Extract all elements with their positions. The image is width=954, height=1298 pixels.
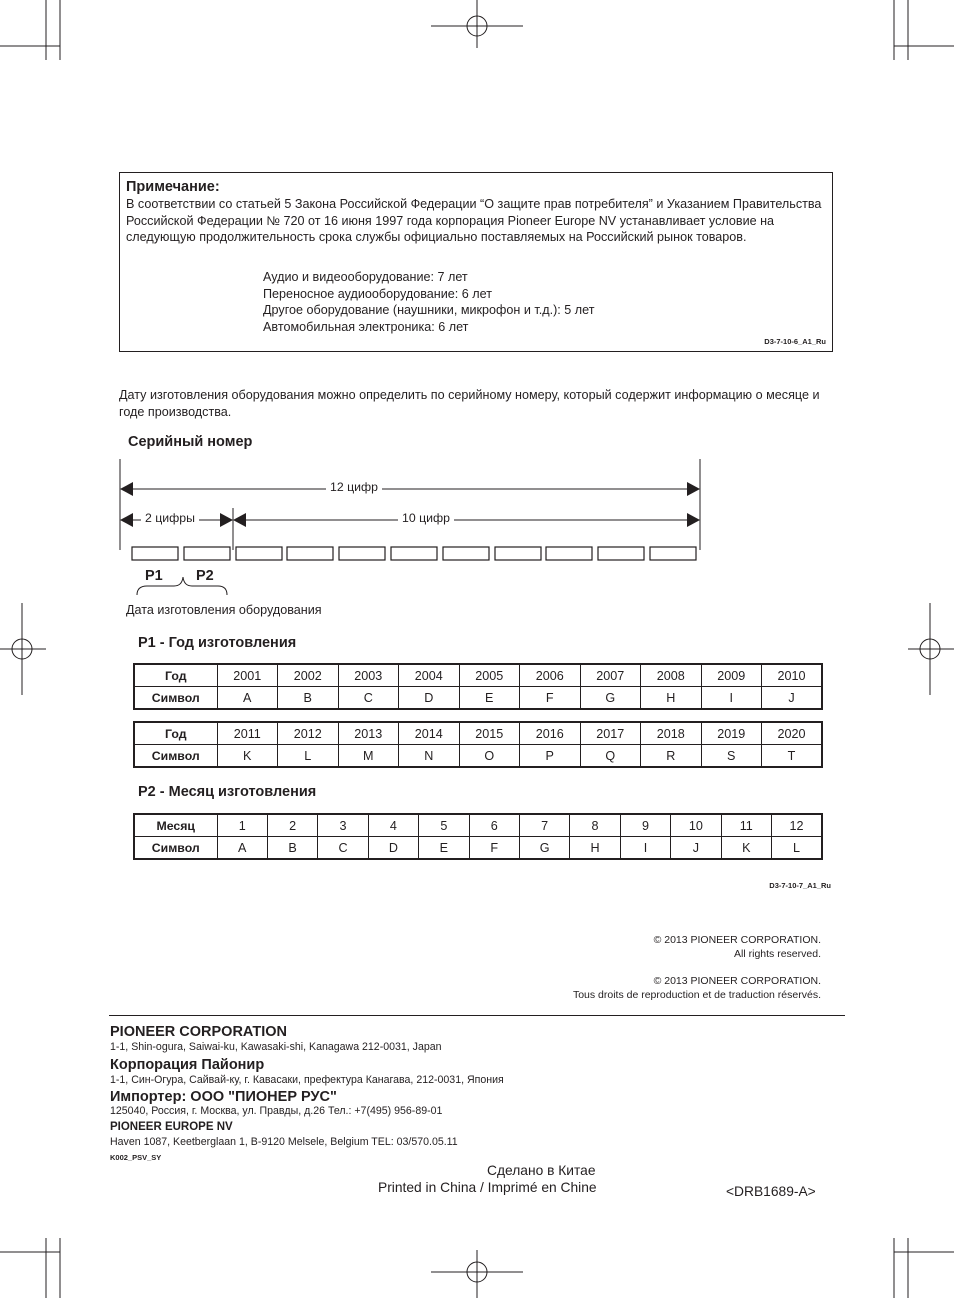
year-cell: 2006 bbox=[520, 664, 581, 687]
digit-box bbox=[391, 547, 437, 560]
company-address-ru: 1-1, Син-Огура, Сайвай-ку, г. Кавасаки, префектура Канагава, 212-0031, Япония bbox=[110, 1074, 504, 1086]
year-cell: 2008 bbox=[641, 664, 702, 687]
arrow-head-right bbox=[687, 513, 700, 527]
note-list-item: Другое оборудование (наушники, микрофон и т.д.): 5 лет bbox=[263, 303, 595, 317]
digit-box bbox=[650, 547, 696, 560]
note-list-item: Аудио и видеооборудование: 7 лет bbox=[263, 270, 468, 284]
symbol-cell: B bbox=[267, 837, 317, 860]
row-label-symbol: Символ bbox=[134, 837, 217, 860]
importer-name: Импортер: ООО "ПИОНЕР РУС" bbox=[110, 1089, 337, 1105]
serial-heading: Серийный номер bbox=[128, 434, 253, 450]
month-cell: 6 bbox=[469, 814, 519, 837]
note-list-item: Переносное аудиооборудование: 6 лет bbox=[263, 286, 492, 301]
copyright-line: © 2013 PIONEER CORPORATION. bbox=[653, 975, 821, 987]
symbol-cell: D bbox=[399, 687, 460, 710]
symbol-cell: H bbox=[641, 687, 702, 710]
footer-code: K002_PSV_SY bbox=[110, 1153, 162, 1162]
note-list-item: Автомобильная электроника: 6 лет bbox=[263, 319, 469, 334]
month-cell: 10 bbox=[671, 814, 721, 837]
digit-box bbox=[546, 547, 592, 560]
symbol-cell: C bbox=[338, 687, 399, 710]
copyright-en bbox=[654, 933, 821, 961]
registration-target-right bbox=[908, 603, 954, 695]
table-row bbox=[134, 837, 822, 860]
symbol-cell: R bbox=[641, 745, 702, 768]
symbol-cell: I bbox=[701, 687, 762, 710]
table-row bbox=[134, 722, 822, 745]
year-cell: 2012 bbox=[278, 722, 339, 745]
symbol-cell: B bbox=[278, 687, 339, 710]
p2-heading: P2 - Месяц изготовления bbox=[138, 784, 317, 800]
digit-box bbox=[339, 547, 385, 560]
symbol-cell: K bbox=[721, 837, 771, 860]
table-row bbox=[134, 814, 822, 837]
year-table-2 bbox=[133, 721, 823, 768]
year-cell: 2018 bbox=[641, 722, 702, 745]
year-cell: 2007 bbox=[580, 664, 641, 687]
symbol-cell: A bbox=[217, 837, 267, 860]
printed-in-label: Printed in China / Imprimé en Chine bbox=[378, 1180, 597, 1195]
year-cell: 2014 bbox=[399, 722, 460, 745]
month-cell: 9 bbox=[620, 814, 670, 837]
year-cell: 2017 bbox=[580, 722, 641, 745]
copyright-fr bbox=[573, 974, 821, 1002]
symbol-cell: F bbox=[520, 687, 581, 710]
footer-divider bbox=[109, 1015, 845, 1016]
year-table-1 bbox=[133, 663, 823, 710]
europe-company-address: Haven 1087, Keetberglaan 1, B-9120 Melsele, Belgium TEL: 03/570.05.11 bbox=[110, 1136, 458, 1148]
year-cell: 2010 bbox=[762, 664, 823, 687]
made-in-label-ru: Сделано в Китае bbox=[487, 1163, 596, 1178]
left-digits-label: 2 цифры bbox=[141, 511, 199, 525]
digit-box bbox=[287, 547, 333, 560]
year-cell: 2009 bbox=[701, 664, 762, 687]
month-table bbox=[133, 813, 823, 860]
p1-label: P1 bbox=[145, 568, 163, 584]
note-list bbox=[263, 269, 595, 335]
copyright-line: Tous droits de reproduction et de traduction réservés. bbox=[572, 989, 821, 1001]
month-cell: 12 bbox=[771, 814, 822, 837]
symbol-cell: F bbox=[469, 837, 519, 860]
right-digits-label: 10 цифр bbox=[398, 511, 454, 525]
symbol-cell: T bbox=[762, 745, 823, 768]
row-label-month: Месяц bbox=[134, 814, 217, 837]
document-code: <DRB1689-A> bbox=[726, 1184, 816, 1199]
symbol-cell: L bbox=[278, 745, 339, 768]
europe-company-name: PIONEER EUROPE NV bbox=[110, 1121, 233, 1133]
digit-box bbox=[236, 547, 282, 560]
row-label-symbol: Символ bbox=[134, 745, 217, 768]
table-row bbox=[134, 664, 822, 687]
digit-box bbox=[184, 547, 230, 560]
year-cell: 2003 bbox=[338, 664, 399, 687]
year-cell: 2001 bbox=[217, 664, 278, 687]
month-cell: 4 bbox=[368, 814, 418, 837]
month-cell: 8 bbox=[570, 814, 620, 837]
intro-text: Дату изготовления оборудования можно определить по серийному номеру, который содержит информацию о месяце и годе производства. bbox=[119, 388, 820, 419]
arrow-head-left bbox=[233, 513, 246, 527]
year-cell: 2016 bbox=[520, 722, 581, 745]
year-cell: 2013 bbox=[338, 722, 399, 745]
note-box bbox=[119, 172, 833, 352]
total-digits-label: 12 цифр bbox=[326, 480, 382, 494]
month-cell: 11 bbox=[721, 814, 771, 837]
note-body: В соответствии со статьей 5 Закона Российской Федерации “О защите прав потребителя” и Указанием Правительства Российской Федерации № 720 от 16 июня 1997 года корпорация Pioneer Europe NV устанавливает условие на следующую продолжительность срока службы официально поставляемых на Российский рынок товаров. bbox=[126, 197, 822, 244]
company-name-ru: Корпорация Пайонир bbox=[110, 1057, 265, 1073]
p1-heading: P1 - Год изготовления bbox=[138, 635, 297, 651]
digit-box bbox=[598, 547, 644, 560]
copyright-line: All rights reserved. bbox=[734, 948, 821, 960]
symbol-cell: P bbox=[520, 745, 581, 768]
registration-target-bottom bbox=[431, 1250, 523, 1298]
symbol-cell: N bbox=[399, 745, 460, 768]
symbol-cell: D bbox=[368, 837, 418, 860]
table-row bbox=[134, 687, 822, 710]
symbol-cell: A bbox=[217, 687, 278, 710]
month-cell: 5 bbox=[419, 814, 469, 837]
note-title: Примечание: bbox=[126, 179, 220, 195]
arrow-head-left bbox=[120, 513, 133, 527]
company-name: PIONEER CORPORATION bbox=[110, 1024, 287, 1040]
year-cell: 2005 bbox=[459, 664, 520, 687]
digit-box bbox=[495, 547, 541, 560]
row-label-year: Год bbox=[134, 664, 217, 687]
symbol-cell: J bbox=[671, 837, 721, 860]
p2-label: P2 bbox=[196, 568, 214, 584]
year-cell: 2002 bbox=[278, 664, 339, 687]
symbol-cell: Q bbox=[580, 745, 641, 768]
copyright-line: © 2013 PIONEER CORPORATION. bbox=[653, 934, 821, 946]
symbol-cell: K bbox=[217, 745, 278, 768]
month-cell: 1 bbox=[217, 814, 267, 837]
month-cell: 3 bbox=[318, 814, 368, 837]
year-cell: 2020 bbox=[762, 722, 823, 745]
digit-box bbox=[443, 547, 489, 560]
year-cell: 2004 bbox=[399, 664, 460, 687]
month-cell: 2 bbox=[267, 814, 317, 837]
symbol-cell: O bbox=[459, 745, 520, 768]
month-cell: 7 bbox=[519, 814, 569, 837]
row-label-symbol: Символ bbox=[134, 687, 217, 710]
arrow-head-right bbox=[687, 482, 700, 496]
symbol-cell: G bbox=[580, 687, 641, 710]
year-cell: 2011 bbox=[217, 722, 278, 745]
digit-box bbox=[132, 547, 178, 560]
arrow-head-right bbox=[220, 513, 233, 527]
row-label-year: Год bbox=[134, 722, 217, 745]
company-address: 1-1, Shin-ogura, Saiwai-ku, Kawasaki-shi, Kanagawa 212-0031, Japan bbox=[110, 1041, 442, 1053]
arrow-head-left bbox=[120, 482, 133, 496]
symbol-cell: M bbox=[338, 745, 399, 768]
symbol-cell: J bbox=[762, 687, 823, 710]
year-cell: 2019 bbox=[701, 722, 762, 745]
symbol-cell: G bbox=[519, 837, 569, 860]
importer-address: 125040, Россия, г. Москва, ул. Правды, д.26 Тел.: +7(495) 956-89-01 bbox=[110, 1105, 443, 1117]
symbol-cell: I bbox=[620, 837, 670, 860]
section-code: D3-7-10-7_A1_Ru bbox=[769, 881, 831, 890]
symbol-cell: L bbox=[771, 837, 822, 860]
symbol-cell: E bbox=[419, 837, 469, 860]
table-row bbox=[134, 745, 822, 768]
symbol-cell: C bbox=[318, 837, 368, 860]
registration-target-left bbox=[0, 603, 46, 695]
symbol-cell: E bbox=[459, 687, 520, 710]
symbol-cell: S bbox=[701, 745, 762, 768]
date-label: Дата изготовления оборудования bbox=[126, 603, 322, 617]
registration-target-top bbox=[431, 0, 523, 48]
year-cell: 2015 bbox=[459, 722, 520, 745]
note-code: D3-7-10-6_A1_Ru bbox=[764, 337, 826, 346]
symbol-cell: H bbox=[570, 837, 620, 860]
